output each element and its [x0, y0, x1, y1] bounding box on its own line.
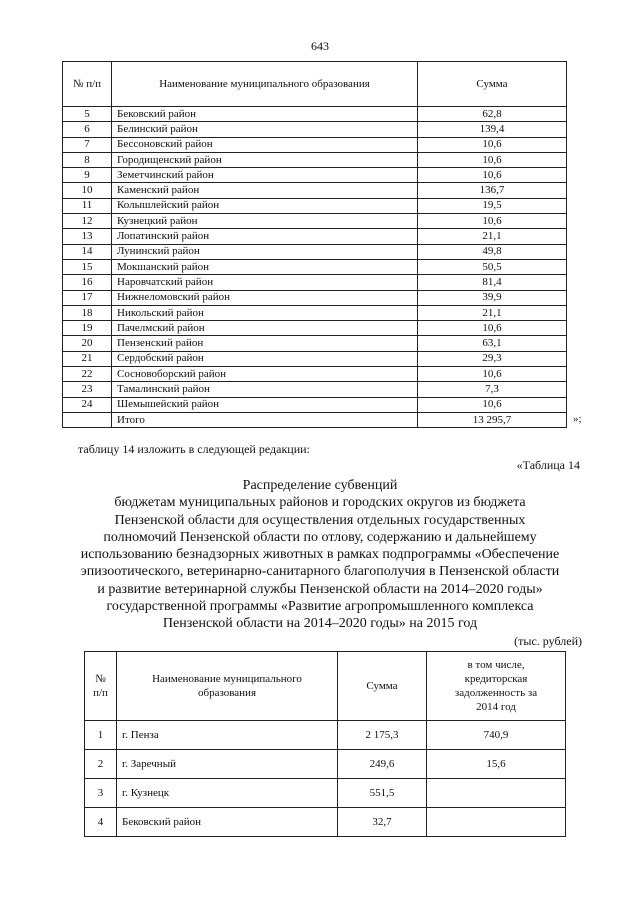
- header-line: Наименование муниципального: [152, 673, 302, 685]
- cell-debt: 740,9: [427, 721, 566, 750]
- table-body: [63, 107, 567, 428]
- cell-debt: [427, 808, 566, 837]
- cell-sum: 10,6: [418, 214, 567, 229]
- table-row: [63, 305, 567, 320]
- cell-municipality: Земетчинский район: [112, 168, 418, 183]
- cell-sum: 139,4: [418, 122, 567, 137]
- cell-number: 3: [85, 779, 117, 808]
- subvention-table-14: [84, 651, 566, 837]
- cell-municipality: Колышлейский район: [112, 198, 418, 213]
- cell-municipality: Бессоновский район: [112, 137, 418, 152]
- cell-sum: 136,7: [418, 183, 567, 198]
- header-line: п/п: [93, 687, 108, 699]
- cell-number: 17: [63, 290, 112, 305]
- cell-municipality: Белинский район: [112, 122, 418, 137]
- table-row: [85, 779, 566, 808]
- cell-sum: 81,4: [418, 275, 567, 290]
- table-row: [85, 721, 566, 750]
- table-row: [85, 808, 566, 837]
- cell-sum: 7,3: [418, 382, 567, 397]
- cell-municipality: Городищенский район: [112, 152, 418, 167]
- header-line: в том числе,: [467, 659, 525, 671]
- cell-municipality: Пачелмский район: [112, 321, 418, 336]
- header-line: задолженность за: [454, 687, 538, 699]
- table-row: [63, 137, 567, 152]
- heading-line: полномочий Пензенской области по отлову, содержанию и дальнейшему: [103, 529, 537, 545]
- table-header-row: [63, 62, 567, 107]
- cell-number: 22: [63, 367, 112, 382]
- heading-line: бюджетам муниципальных районов и городских округов из бюджета: [114, 495, 526, 511]
- table-heading: [40, 477, 600, 633]
- header-municipality: Наименование муниципального образования: [112, 62, 418, 107]
- cell-number: 14: [63, 244, 112, 259]
- cell-number: 7: [63, 137, 112, 152]
- cell-municipality: г. Заречный: [117, 750, 338, 779]
- cell-number: 15: [63, 259, 112, 274]
- page-number: 643: [311, 39, 329, 53]
- table-header-row: [85, 652, 566, 721]
- cell-number: 16: [63, 275, 112, 290]
- cell-sum: 10,6: [418, 168, 567, 183]
- cell-municipality: г. Пенза: [117, 721, 338, 750]
- header-number: № п/п: [63, 62, 112, 107]
- heading-line: использованию безнадзорных животных в рамках подпрограммы «Обеспечение: [80, 547, 560, 563]
- cell-municipality: Нижнеломовский район: [112, 290, 418, 305]
- cell-sum: 63,1: [418, 336, 567, 351]
- cell-municipality: Шемышейский район: [112, 397, 418, 412]
- table-row: [63, 275, 567, 290]
- cell-sum: 29,3: [418, 351, 567, 366]
- amendment-text: таблицу 14 изложить в следующей редакции:: [78, 442, 310, 456]
- cell-sum: 551,5: [338, 779, 427, 808]
- table-row: [63, 107, 567, 122]
- table-row: [63, 152, 567, 167]
- cell-municipality: Бековский район: [112, 107, 418, 122]
- heading-line: Пензенской области на 2014–2020 годы» на 2015 год: [162, 616, 478, 632]
- cell-sum: 39,9: [418, 290, 567, 305]
- table-row: [63, 198, 567, 213]
- header-debt: [427, 652, 566, 721]
- cell-municipality: Итого: [112, 412, 418, 427]
- table-row: [63, 397, 567, 412]
- cell-debt: [427, 779, 566, 808]
- header-sum: Сумма: [338, 652, 427, 721]
- cell-municipality: Сердобский район: [112, 351, 418, 366]
- cell-number: 9: [63, 168, 112, 183]
- cell-sum: 62,8: [418, 107, 567, 122]
- table-body: [85, 721, 566, 837]
- table-row: [63, 183, 567, 198]
- table-row: [63, 122, 567, 137]
- table-row: [63, 412, 567, 427]
- table-row: [63, 214, 567, 229]
- unit-label: (тыс. рублей): [514, 634, 582, 648]
- cell-sum: 13 295,7: [418, 412, 567, 427]
- cell-number: 8: [63, 152, 112, 167]
- cell-sum: 10,6: [418, 397, 567, 412]
- cell-sum: 49,8: [418, 244, 567, 259]
- heading-line: Пензенской области для осуществления отдельных государственных: [114, 512, 526, 528]
- cell-sum: 10,6: [418, 367, 567, 382]
- heading-line: эпизоотического, ветеринарно-санитарного благополучия в Пензенской области: [80, 564, 560, 580]
- cell-number: 21: [63, 351, 112, 366]
- cell-municipality: Сосновоборский район: [112, 367, 418, 382]
- header-line: №: [95, 673, 106, 685]
- heading-line: и развитие ветеринарной службы Пензенской области на 2014–2020 годы»: [97, 581, 543, 597]
- table-row: [63, 351, 567, 366]
- cell-municipality: Пензенский район: [112, 336, 418, 351]
- subvention-table-continued: [62, 61, 567, 428]
- cell-sum: 10,6: [418, 137, 567, 152]
- cell-number: 6: [63, 122, 112, 137]
- cell-number: 24: [63, 397, 112, 412]
- table-row: [63, 382, 567, 397]
- table-row: [63, 336, 567, 351]
- cell-number: 13: [63, 229, 112, 244]
- header-line: образования: [197, 687, 257, 699]
- cell-number: 1: [85, 721, 117, 750]
- header-municipality: [117, 652, 338, 721]
- cell-number: [63, 412, 112, 427]
- cell-sum: 32,7: [338, 808, 427, 837]
- cell-municipality: Мокшанский район: [112, 259, 418, 274]
- table-row: [85, 750, 566, 779]
- closing-quote: »;: [573, 413, 582, 425]
- cell-number: 19: [63, 321, 112, 336]
- cell-sum: 50,5: [418, 259, 567, 274]
- cell-number: 18: [63, 305, 112, 320]
- cell-municipality: Лопатинский район: [112, 229, 418, 244]
- cell-sum: 19,5: [418, 198, 567, 213]
- table-row: [63, 321, 567, 336]
- table-label: «Таблица 14: [516, 458, 580, 472]
- heading-line: государственной программы «Развитие агропромышленного комплекса: [106, 599, 534, 615]
- header-line: кредиторская: [464, 673, 528, 685]
- table-row: [63, 367, 567, 382]
- cell-sum: 10,6: [418, 152, 567, 167]
- header-line: 2014 год: [476, 701, 516, 713]
- table-row: [63, 259, 567, 274]
- table-row: [63, 244, 567, 259]
- cell-number: 10: [63, 183, 112, 198]
- cell-sum: 10,6: [418, 321, 567, 336]
- cell-number: 5: [63, 107, 112, 122]
- header-sum: Сумма: [418, 62, 567, 107]
- header-number: [85, 652, 117, 721]
- table-row: [63, 290, 567, 305]
- cell-municipality: г. Кузнецк: [117, 779, 338, 808]
- cell-municipality: Никольский район: [112, 305, 418, 320]
- cell-debt: 15,6: [427, 750, 566, 779]
- cell-municipality: Лунинский район: [112, 244, 418, 259]
- cell-municipality: Кузнецкий район: [112, 214, 418, 229]
- cell-sum: 2 175,3: [338, 721, 427, 750]
- table-row: [63, 229, 567, 244]
- heading-line: Распределение субвенций: [242, 478, 398, 493]
- cell-number: 2: [85, 750, 117, 779]
- cell-municipality: Бековский район: [117, 808, 338, 837]
- cell-number: 12: [63, 214, 112, 229]
- cell-municipality: Тамалинский район: [112, 382, 418, 397]
- cell-number: 4: [85, 808, 117, 837]
- cell-number: 20: [63, 336, 112, 351]
- cell-sum: 21,1: [418, 305, 567, 320]
- cell-municipality: Наровчатский район: [112, 275, 418, 290]
- cell-number: 23: [63, 382, 112, 397]
- cell-sum: 21,1: [418, 229, 567, 244]
- cell-sum: 249,6: [338, 750, 427, 779]
- cell-number: 11: [63, 198, 112, 213]
- table-row: [63, 168, 567, 183]
- cell-municipality: Каменский район: [112, 183, 418, 198]
